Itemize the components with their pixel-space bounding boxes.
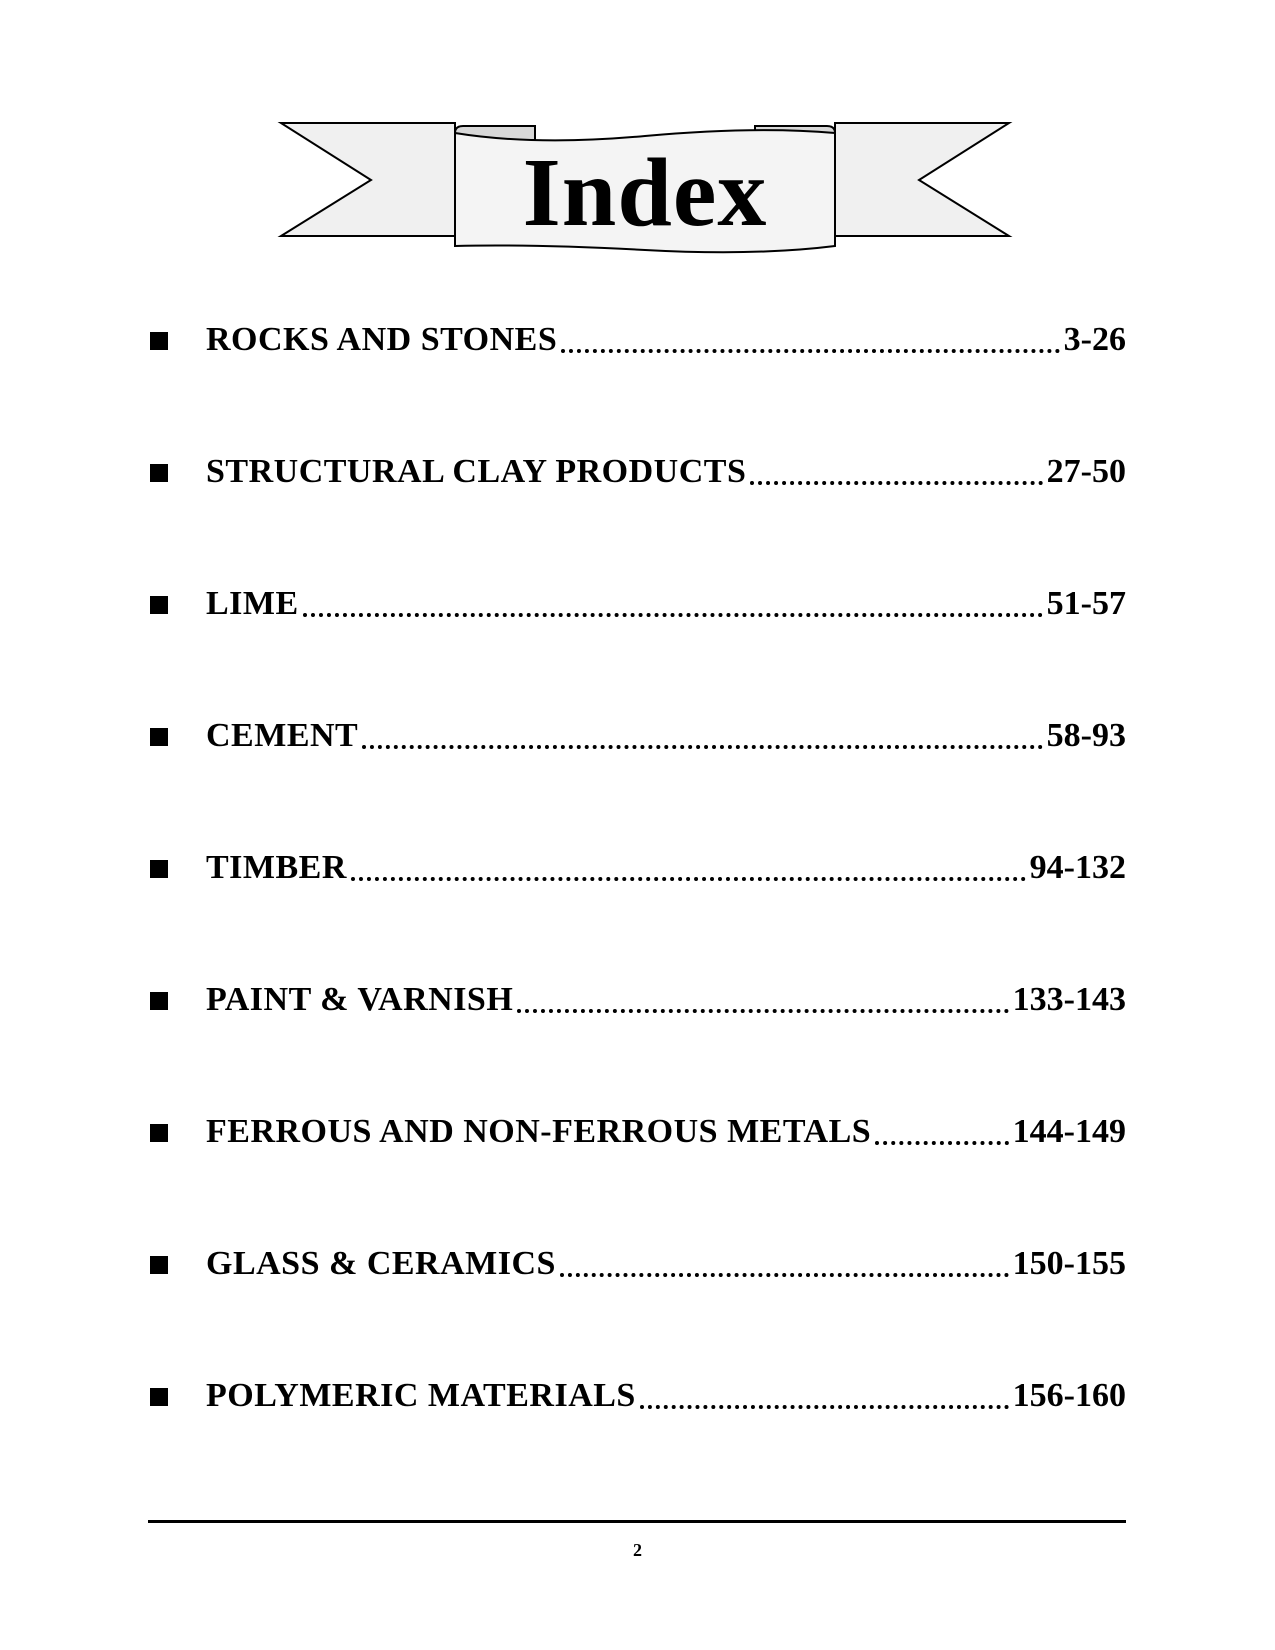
toc-entry-label: GLASS & CERAMICS	[206, 1245, 556, 1282]
index-banner	[275, 118, 1015, 268]
dot-leader	[875, 1140, 1009, 1145]
footer-divider	[148, 1520, 1126, 1523]
dot-leader	[303, 612, 1043, 617]
toc-entry-pages: 156-160	[1012, 1377, 1126, 1414]
toc-entry	[150, 443, 1126, 493]
toc-entry-pages: 58-93	[1046, 717, 1126, 754]
toc-entry	[150, 971, 1126, 1021]
page-title: Index	[522, 139, 768, 247]
toc-entry	[150, 1103, 1126, 1153]
toc-entry-label: TIMBER	[206, 849, 347, 886]
dot-leader	[362, 744, 1042, 749]
toc-entry-pages: 51-57	[1046, 585, 1126, 622]
dot-leader	[517, 1008, 1008, 1013]
dot-leader	[560, 1272, 1009, 1277]
toc-entry	[150, 839, 1126, 889]
toc-entry	[150, 575, 1126, 625]
square-bullet-icon	[150, 1388, 168, 1406]
dot-leader	[351, 876, 1026, 881]
dot-leader	[750, 480, 1042, 485]
toc-entry-label: FERROUS AND NON-FERROUS METALS	[206, 1113, 872, 1150]
toc-entry-label: ROCKS AND STONES	[206, 321, 558, 358]
square-bullet-icon	[150, 728, 168, 746]
square-bullet-icon	[150, 464, 168, 482]
toc-entry-label: PAINT & VARNISH	[206, 981, 514, 1018]
toc-entry-label: LIME	[206, 585, 299, 622]
dot-leader	[640, 1404, 1009, 1409]
dot-leader	[561, 348, 1059, 353]
square-bullet-icon	[150, 332, 168, 350]
toc-entry	[150, 707, 1126, 757]
toc-entry	[150, 1367, 1126, 1417]
toc-entry-pages: 150-155	[1012, 1245, 1126, 1282]
square-bullet-icon	[150, 1256, 168, 1274]
toc-entry	[150, 1235, 1126, 1285]
toc-entry-pages: 27-50	[1046, 453, 1126, 490]
toc-entry-pages: 144-149	[1012, 1113, 1126, 1150]
square-bullet-icon	[150, 860, 168, 878]
toc-entry-pages: 133-143	[1012, 981, 1126, 1018]
toc-entry-pages: 3-26	[1063, 321, 1126, 358]
toc-entry	[150, 311, 1126, 361]
toc-entry-pages: 94-132	[1029, 849, 1126, 886]
toc-entry-label: POLYMERIC MATERIALS	[206, 1377, 636, 1414]
square-bullet-icon	[150, 1124, 168, 1142]
toc-entry-label: STRUCTURAL CLAY PRODUCTS	[206, 453, 747, 490]
page-number: 2	[633, 1540, 642, 1560]
square-bullet-icon	[150, 596, 168, 614]
square-bullet-icon	[150, 992, 168, 1010]
toc-entry-label: CEMENT	[206, 717, 359, 754]
